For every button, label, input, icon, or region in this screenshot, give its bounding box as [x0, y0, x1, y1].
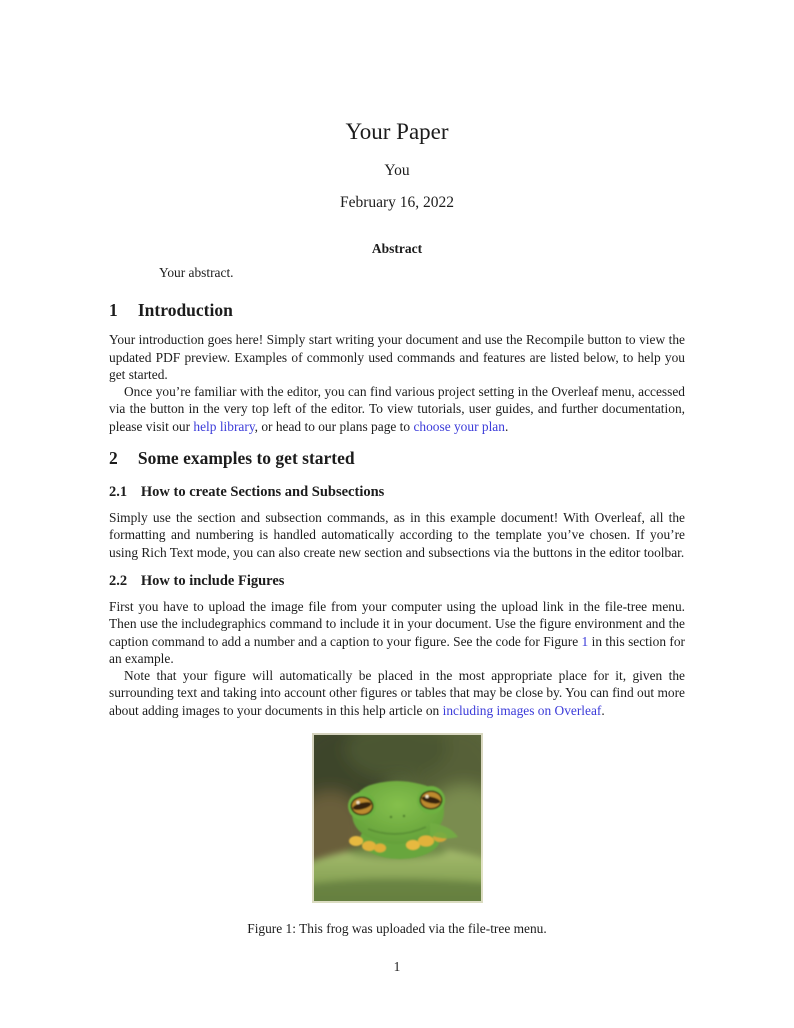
section-2-title: Some examples to get started	[137, 448, 355, 469]
section-1-number: 1	[109, 300, 118, 321]
section-2-heading	[109, 447, 685, 469]
subsection-2-1-heading	[109, 483, 685, 501]
subsection-2-1-number: 2.1	[109, 484, 128, 501]
sections-paragraph: Simply use the section and subsection commands, as in this example document! With Overleaf, all the formatting and numbering is handled automatically according to the template you’ve chosen. If you’re using Rich Text mode, you can also create new section and subsections via the buttons in the editor toolbar.	[109, 510, 685, 560]
abstract-heading: Abstract	[371, 241, 423, 256]
text-run: First you have to upload the image file from your computer using the upload link in the file-tree menu. Then use the includegraphics command to include it in your document. Use the figure environment and the caption command to add a number and a caption to your figure. See the code for Figure	[109, 598, 685, 649]
help-library-link[interactable]: help library	[193, 418, 255, 434]
text-run: Once you’re familiar with the editor, you can find various project setting in the Overleaf menu, accessed via the button in the very top left of the editor. To view tutorials, user guides, and further documentation, please visit our	[109, 384, 685, 434]
figure-1-image	[312, 733, 483, 903]
paper-author: You	[384, 162, 410, 179]
text-run: , or head to our plans page to	[254, 418, 414, 434]
intro-paragraph-1: Your introduction goes here! Simply start writing your document and use the Recompile button to view the updated PDF preview. Examples of commonly used commands and features are listed below, to help you get started.	[109, 332, 685, 382]
paper-title: Your Paper	[345, 119, 449, 144]
figure-1-caption: Figure 1: This frog was uploaded via the file-tree menu.	[247, 921, 547, 937]
choose-your-plan-link[interactable]: choose your plan	[413, 418, 505, 434]
frog-photo-illustration	[312, 733, 483, 903]
section-2-number: 2	[109, 448, 118, 469]
paper-date: February 16, 2022	[339, 194, 455, 211]
figures-paragraph-2	[109, 667, 685, 719]
figure-1-ref-link[interactable]: 1	[581, 633, 589, 649]
text-run: Note that your figure will automatically be placed in the most appropriate place for it, given the surrounding text and taking into account other figures or tables that may be close by. You can find out more about adding images to your documents in this help article on	[109, 668, 685, 718]
text-run: in this section for an example.	[109, 633, 685, 666]
document-content	[109, 0, 685, 976]
abstract-text: Your abstract.	[159, 265, 234, 280]
text-run: .	[504, 418, 509, 434]
subsection-2-1-title: How to create Sections and Subsections	[140, 484, 385, 501]
section-1-heading	[109, 299, 685, 321]
section-1-title: Introduction	[137, 300, 233, 321]
page-number: 1	[393, 959, 401, 975]
subsection-2-2-heading	[109, 572, 685, 590]
intro-paragraph-2	[109, 383, 685, 435]
figures-paragraph-1	[109, 598, 685, 667]
text-run: .	[601, 702, 605, 718]
including-images-link[interactable]: including images on Overleaf	[442, 702, 602, 718]
subsection-2-2-title: How to include Figures	[140, 572, 285, 589]
subsection-2-2-number: 2.2	[109, 572, 128, 589]
